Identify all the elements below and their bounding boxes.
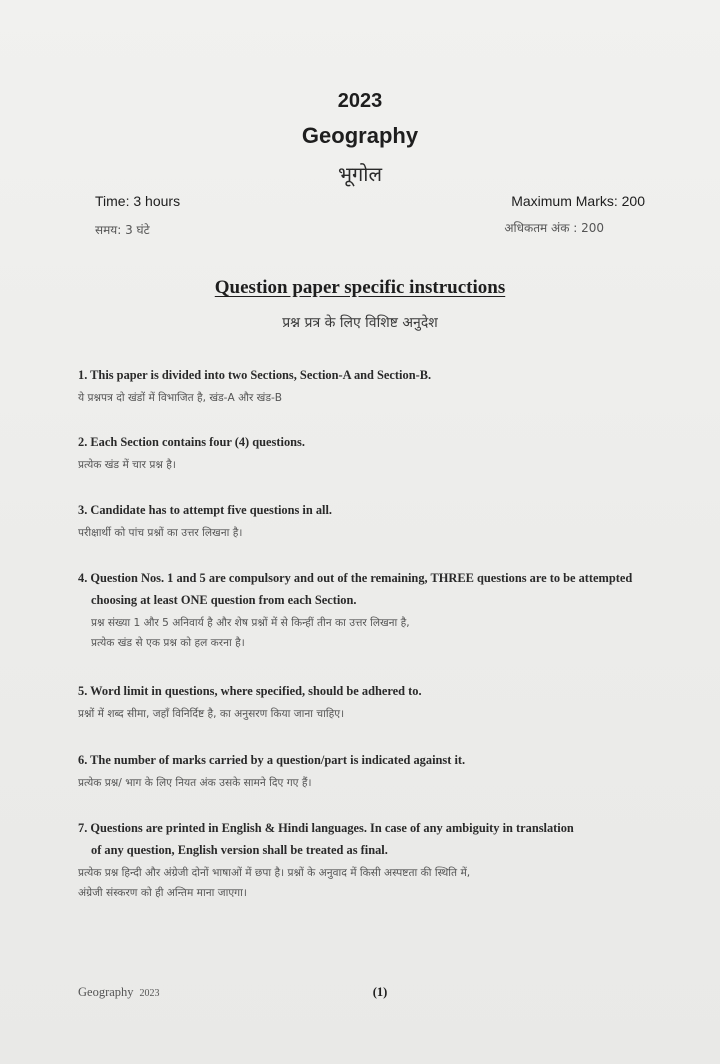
footer-subject: Geography 2023 — [78, 985, 160, 999]
instruction-item — [78, 364, 688, 408]
maximum-marks: Maximum Marks: 200 — [511, 193, 645, 209]
instruction-text: 5. Word limit in questions, where specified, should be adhered to. — [78, 684, 422, 698]
instruction-text: 7. Questions are printed in English & Hindi languages. In case of any ambiguity in translation of any question, English version shall be treated as final. — [78, 821, 574, 857]
instructions-heading: Question paper specific instructions — [214, 277, 506, 298]
instruction-item — [78, 749, 688, 793]
instruction-text: 4. Question Nos. 1 and 5 are compulsory and out of the remaining, THREE questions are to be attempted choosing at least ONE question from each Section. — [78, 571, 633, 607]
instruction-text-hindi: प्रत्येक खंड में चार प्रश्न है। — [78, 459, 176, 471]
instruction-text: 2. Each Section contains four (4) questions. — [78, 435, 305, 449]
instruction-text-hindi: परीक्षार्थी को पांच प्रश्नों का उत्तर लिखना है। — [78, 527, 243, 539]
instruction-item — [78, 817, 688, 903]
instruction-text-hindi: प्रत्येक प्रश्न/ भाग के लिए नियत अंक उसके सामने दिए गए हैं। — [78, 777, 312, 789]
instruction-item — [78, 680, 688, 724]
instruction-text-hindi: प्रश्नों में शब्द सीमा, जहाँ विनिर्दिष्ट है, का अनुसरण किया जाना चाहिए। — [78, 708, 345, 720]
instruction-text: 3. Candidate has to attempt five questions in all. — [78, 503, 333, 517]
instruction-item — [78, 567, 688, 653]
instruction-text: 6. The number of marks carried by a question/part is indicated against it. — [78, 753, 466, 767]
instruction-text-hindi: प्रश्न संख्या 1 और 5 अनिवार्य है और शेष प्रश्नों में से किन्हीं तीन का उत्तर लिखना है, प्रत्येक खंड से एक प्रश्न को हल करना है। — [91, 617, 410, 649]
page-number: (1) — [372, 985, 388, 999]
time-allowed: Time: 3 hours — [95, 193, 181, 209]
exam-year: 2023 — [337, 90, 383, 112]
instructions-heading-hindi: प्रश्न प्रत्र के लिए विशिष्ट अनुदेश — [282, 315, 438, 331]
subject-title-hindi: भूगोल — [337, 162, 383, 186]
subject-title: Geography — [301, 123, 419, 148]
instruction-item — [78, 431, 688, 475]
instruction-text-hindi: प्रत्येक प्रश्न हिन्दी और अंग्रेजी दोनों भाषाओं में छपा है। प्रश्नों के अनुवाद में किसी अस्पष्टता की स्थिति में, अंग्रेजी संस्करण को ही अन्तिम माना जाएगा। — [78, 867, 471, 899]
instruction-text: 1. This paper is divided into two Sections, Section-A and Section-B. — [78, 368, 432, 382]
instruction-item — [78, 499, 688, 543]
footer-year: 2023 — [139, 988, 160, 999]
instruction-text-hindi: ये प्रश्नपत्र दो खंडों में विभाजित है, खंड-A और खंड-B — [78, 392, 283, 404]
maximum-marks-hindi: अधिकतम अंक : 200 — [504, 221, 604, 235]
time-allowed-hindi: समय: 3 घंटे — [95, 223, 150, 237]
